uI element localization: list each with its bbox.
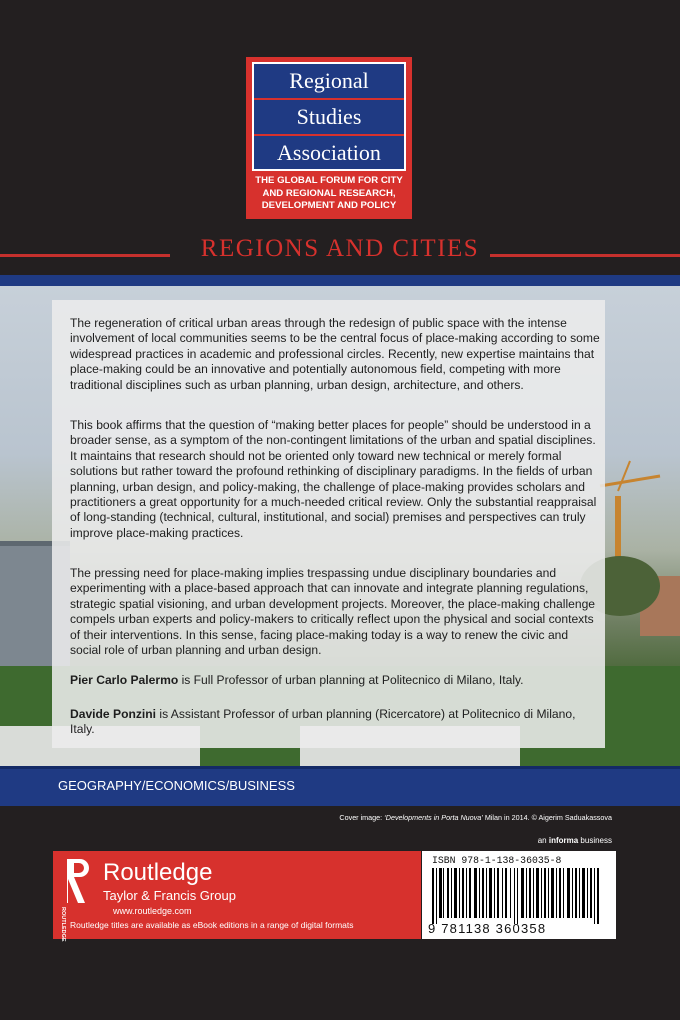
publisher-group: Taylor & Francis Group xyxy=(103,888,236,903)
routledge-r-logo xyxy=(63,857,93,905)
isbn-block xyxy=(422,851,616,939)
cover-credit: Cover image: ‘Developments in Porta Nuova’ Milan in 2014. © Aigerim Saduakassova xyxy=(339,813,612,822)
ebook-note: Routledge titles are available as eBook editions in a range of digital formats xyxy=(70,920,354,930)
rsa-logo xyxy=(246,57,412,219)
series-title: REGIONS AND CITIES xyxy=(0,235,680,263)
logo-line-1: Regional xyxy=(289,68,369,93)
author-bio-1: Pier Carlo Palermo is Full Professor of urban planning at Politecnico di Milano, Italy. xyxy=(70,673,524,687)
author-name-2: Davide Ponzini xyxy=(70,707,157,721)
subject-category: GEOGRAPHY/ECONOMICS/BUSINESS xyxy=(58,778,295,793)
blurb-paragraph-2: This book affirms that the question of “making better places for people” should be understood in a broader sense, as a symptom of the non-contingent limitations of the urban and spatial disciplines. It maintains that research should not be oriented only toward new technical or merely formal solutions but rather toward the profound rethinking of disciplinary paradigms. In the fields of urban planning, urban design, and policy-making, the challenge of place-making provides scholars and practitioners a great opportunity for a much-needed critical review. Only the substantial reappraisal of long-standing (technical, cultural, institutional, and social) premises and perspectives can truly improve place-making practices. xyxy=(70,418,597,540)
logo-line-3: Association xyxy=(277,140,381,165)
author-name-1: Pier Carlo Palermo xyxy=(70,673,179,687)
logo-line-2: Studies xyxy=(296,104,362,129)
publisher-name: Routledge xyxy=(103,859,213,886)
logo-tagline: THE GLOBAL FORUM FOR CITY AND REGIONAL RESEARCH, DEVELOPMENT AND POLICY xyxy=(255,175,403,211)
blurb-paragraph-1: The regeneration of critical urban areas through the redesign of public space with the intense involvement of local communities seems to be the central focus of place-making according to some widespread practices in academic and professional circles. Recently, new expertise maintains that place-making could be an innovative and potentially autonomous field, competing with more traditional disciplines such as urban planning, urban design, architecture, and others. xyxy=(70,316,600,392)
blurb-paragraph-3: The pressing need for place-making implies trespassing undue disciplinary boundaries and experimenting with a place-based approach that can innovate and integrate planning regulations, strategic spatial visioning, and urban development projects. Moreover, the place-making challenge compels urban experts and policy-makers to critically reflect upon the physical and social contexts of their interventions. In this sense, facing place-making today is a way to renew the civic and social role of urban planning and urban design. xyxy=(70,566,596,658)
author-bio-2: Davide Ponzini is Assistant Professor of urban planning (Ricercatore) at Politecnico di Milano, Italy. xyxy=(70,707,576,737)
routledge-side-label: ROUTLEDGE xyxy=(60,907,66,942)
barcode-digits: 9 781138 360358 xyxy=(428,921,547,936)
barcode xyxy=(432,868,608,924)
blue-band-top xyxy=(0,275,680,286)
publisher-url: www.routledge.com xyxy=(113,906,192,916)
isbn-label: ISBN 978-1-138-36035-8 xyxy=(432,855,562,866)
routledge-r-icon xyxy=(63,857,93,905)
informa-business: an informa business xyxy=(537,836,612,845)
routledge-block xyxy=(53,851,421,942)
